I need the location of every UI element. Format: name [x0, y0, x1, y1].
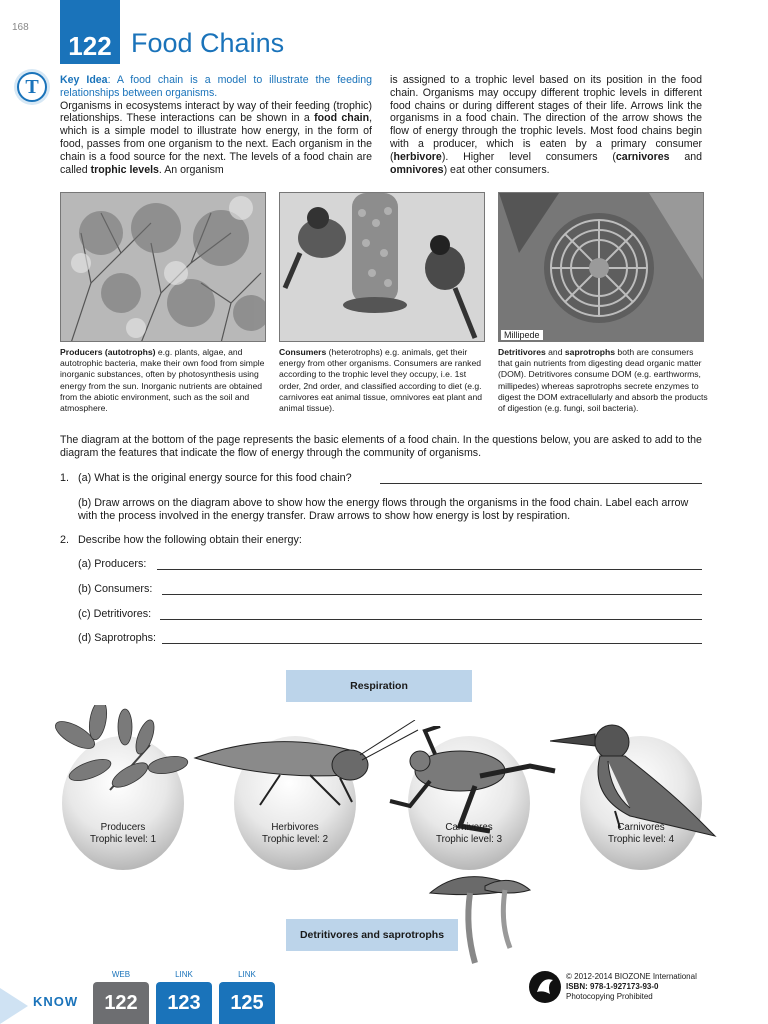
carnivores-3-trophic-level: Trophic level: 3 — [435, 834, 503, 845]
q2a-answer-line[interactable] — [157, 569, 702, 570]
text-segment: saprotrophs — [564, 347, 616, 357]
intro-left-text — [60, 100, 372, 177]
q1b-text: (b) Draw arrows on the diagram above to show how the energy flows through the organisms in the food chain. Label each arrow with the process involved in the energy transfer. Draw arrows to show how energy is lost by respiration. — [78, 497, 689, 522]
photocopying-text: Photocopying Prohibited — [566, 992, 653, 1001]
activity-number-badge: 122 — [60, 0, 120, 64]
q2c-answer-line[interactable] — [160, 619, 702, 620]
text-segment: is assigned to a trophic level based on its position in the food chain. Organisms may occupy different trophic levels in different food chains or during different stages of their life. Arrows link the organisms in a food chain. The direction of the arrow shows the flow of energy through the trophic levels. Most food chains begin with a producer, which is eaten by a primary consumer ( — [390, 74, 702, 163]
consumers-caption — [279, 347, 485, 414]
herbivores-trophic-level: Trophic level: 2 — [261, 834, 329, 845]
know-label: KNOW — [33, 994, 79, 1009]
biozone-logo-icon — [528, 970, 562, 1004]
page-number: 168 — [12, 22, 29, 33]
producers-photo — [60, 192, 266, 342]
page-title: Food Chains — [131, 28, 285, 58]
footer-tag-link-1: LINK — [175, 970, 193, 979]
intro-left-column — [60, 74, 372, 176]
carnivores-4-name: Carnivores — [617, 822, 665, 833]
frog-illustration — [380, 726, 560, 836]
text-segment: . An organism — [158, 163, 224, 176]
q2-text: Describe how the following obtain their energy: — [78, 534, 302, 546]
carnivores-3-name: Carnivores — [445, 822, 493, 833]
text-segment: omnivores — [390, 163, 444, 176]
tree-canopy-image — [61, 193, 266, 342]
footer-tag-link-2: LINK — [238, 970, 256, 979]
carnivores-4-label — [580, 822, 702, 846]
carnivores-3-label — [408, 822, 530, 846]
producers-caption — [60, 347, 266, 414]
footer-tab-123[interactable]: 123 — [156, 982, 212, 1024]
birds-feeder-image — [280, 193, 485, 342]
text-segment: Producers (autotrophs) — [60, 347, 156, 357]
q2d-answer-line[interactable] — [162, 643, 702, 644]
text-segment: ). Higher level consumers ( — [441, 150, 616, 163]
q2-number: 2. — [60, 534, 70, 546]
text-segment: and — [669, 150, 702, 163]
text-segment: carnivores — [615, 150, 670, 163]
millipede-image — [499, 193, 704, 342]
text-segment: both are consumers that gain nutrients from digesting dead organic matter (DOM). Detritivores consume DOM (e.g. earthworms, millipedes) whereas saprotrophs secrete enzymes to digest the DOM extracellularly and absorb the products of digestion (e.g. fungi, soil bacteria). — [498, 347, 708, 414]
text-segment: e.g. plants, algae, and autotrophic bacteria, make their own food from simple inorganic substances, often by photosynthesis using energy from the sun. Inorganic nutrients are obtained from the abiotic environment, such as the soil and atmosphere. — [60, 347, 265, 414]
mushroom-illustration — [425, 868, 535, 968]
text-segment: Detritivores — [498, 347, 546, 357]
q2b-answer-line[interactable] — [162, 594, 702, 595]
detritivores-photo — [498, 192, 704, 342]
text-segment: , which is a simple model to illustrate how energy, in the form of food, passes from one organism to the next. Each organism in the chain is a food source for the next. The levels of a food chain are called — [60, 112, 373, 176]
text-segment: Organisms in ecosystems interact by way of their feeding (trophic) relationships. These interactions can be shown in a — [60, 99, 372, 125]
herbivores-name: Herbivores — [271, 822, 319, 833]
footer-tag-web: WEB — [111, 970, 131, 979]
know-arrow-icon — [0, 988, 30, 1024]
text-segment: ) eat other consumers. — [443, 163, 550, 176]
footer-tab-125[interactable]: 125 — [219, 982, 275, 1024]
copyright-text: © 2012-2014 BIOZONE International — [566, 972, 697, 981]
q2c-text: (c) Detritivores: — [78, 608, 152, 620]
diagram-intro: The diagram at the bottom of the page represents the basic elements of a food chain. In the questions below, you are asked to add to the diagram the features that indicate the flow of energy through the community of organisms. — [60, 434, 702, 459]
q1a-answer-line[interactable] — [380, 483, 702, 484]
producers-label — [62, 822, 184, 846]
producers-name: Producers — [100, 822, 146, 833]
carnivores-4-trophic-level: Trophic level: 4 — [607, 834, 675, 845]
producers-trophic-level: Trophic level: 1 — [89, 834, 157, 845]
key-idea-label: Key Idea — [60, 74, 108, 86]
q1a-text: (a) What is the original energy source for this food chain? — [78, 472, 352, 484]
intro-right-column — [390, 74, 702, 176]
herbivores-label — [234, 822, 356, 846]
footer-copyright-block — [566, 972, 697, 1002]
consumers-photo — [279, 192, 485, 342]
key-idea-text: : A food chain is a model to illustrate the feeding relationships between organisms. — [60, 74, 372, 99]
millipede-label: Millipede — [501, 330, 543, 340]
text-segment: food chain — [314, 112, 370, 125]
respiration-box: Respiration — [286, 670, 472, 702]
leaf-illustration — [50, 705, 190, 795]
q2b-text: (b) Consumers: — [78, 583, 153, 595]
detritivores-box: Detritivores and saprotrophs — [286, 919, 458, 951]
text-segment: Consumers — [279, 347, 327, 357]
q2d-text: (d) Saprotrophs: — [78, 632, 157, 644]
isbn-text: ISBN: 978-1-927173-93-0 — [566, 982, 659, 991]
text-segment: and — [545, 347, 565, 357]
text-segment: (heterotrophs) e.g. animals, get their energy from other organisms. Consumers are ranked according to the trophic level they occupy, i.e. 1st order, 2nd order, and classified according to diet (e.g. carnivores eat animal tissue, omnivores eat plant and animal tissue). — [279, 347, 483, 414]
detritivores-caption — [498, 347, 708, 414]
text-segment: herbivore — [393, 150, 442, 163]
footer-tab-122[interactable]: 122 — [93, 982, 149, 1024]
text-segment: trophic levels — [90, 163, 159, 176]
q1-number: 1. — [60, 472, 70, 484]
key-idea — [60, 74, 372, 100]
q2a-text: (a) Producers: — [78, 558, 147, 570]
teacher-t-icon: T — [17, 72, 47, 102]
